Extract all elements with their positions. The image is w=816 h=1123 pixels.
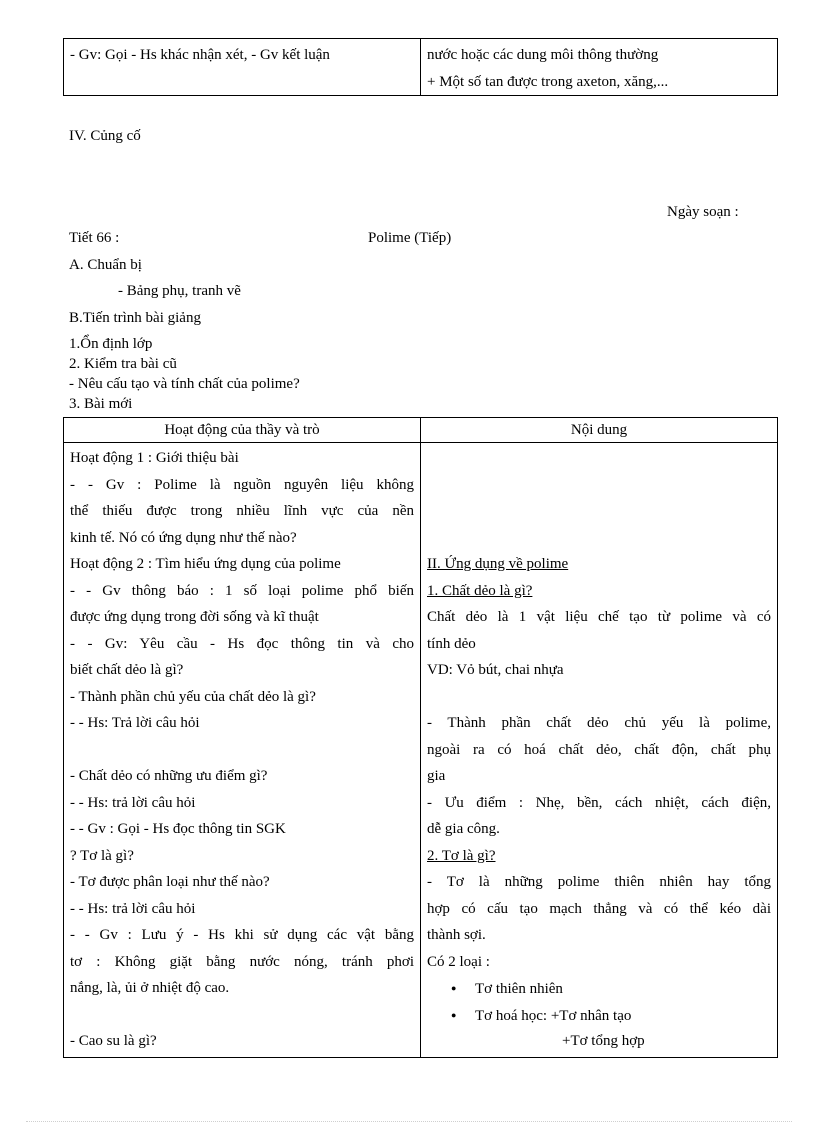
content-line: hợp có cấu tạo mạch thẳng và có thể kéo dài: [427, 900, 771, 917]
activity-line: [70, 737, 414, 764]
top-left-text: - Gv: Gọi - Hs khác nhận xét, - Gv kết luận: [70, 47, 330, 63]
header-activities: Hoạt động của thầy và trò: [64, 418, 421, 443]
activity-line: - Cao su là gì?: [70, 1033, 157, 1049]
top-right-line-1: nước hoặc các dung môi thông thường: [427, 47, 659, 63]
subsection-fiber-title: 2. Tơ là gì?: [427, 847, 496, 864]
activity-line: thể thiếu được trong nhiều lĩnh vực của nền: [70, 503, 414, 519]
content-line: thành sợi.: [427, 927, 486, 943]
activity-line: - - Gv : Gọi - Hs đọc thông tin SGK: [70, 821, 286, 837]
content-line: VD: Vỏ bút, chai nhựa: [427, 662, 564, 678]
top-right-line-2: + Một số tan được trong axeton, xăng,...: [427, 73, 669, 90]
content-line: gia: [427, 768, 446, 784]
bullet-chemical-fiber: ● Tơ hoá học: +Tơ nhân tạo: [451, 1008, 631, 1024]
lesson-title: Polime (Tiếp): [368, 230, 452, 246]
content-column: [421, 443, 778, 1058]
activity-line: [70, 1002, 414, 1029]
activity-line: - - Hs: trả lời câu hỏi: [70, 900, 196, 917]
content-line: +Tơ tổng hợp: [562, 1033, 645, 1049]
activity-line: tơ : Không giặt bằng nước nóng, tránh phơi: [70, 953, 414, 970]
prep-heading: A. Chuẩn bị: [69, 257, 142, 273]
activities-column: [64, 443, 421, 1058]
prep-item: - Bảng phụ, tranh vẽ: [118, 283, 241, 299]
content-line: Chất dẻo là 1 vật liệu chế tạo từ polime và có: [427, 609, 771, 625]
subsection-plastics-title: 1. Chất dẻo là gì?: [427, 582, 533, 599]
section-title-applications: II. Ứng dụng về polime: [427, 556, 569, 572]
activity-line: Hoạt động 1 : Giới thiệu bài: [70, 450, 239, 466]
date-label: Ngày soạn :: [667, 204, 739, 220]
activity-line: kinh tế. Nó có ứng dụng như thế nào?: [70, 529, 297, 546]
content-line: tính dẻo: [427, 635, 476, 652]
lesson-number: Tiết 66 :: [69, 230, 120, 246]
top-table-left: [64, 39, 421, 96]
activity-line: - - Gv : Polime là nguồn nguyên liệu không: [70, 476, 414, 493]
activity-line: - - Hs: Trả lời câu hỏi: [70, 715, 200, 731]
activity-line: biết chất dẻo là gì?: [70, 662, 184, 678]
activity-line: - Tơ được phân loại như thế nào?: [70, 874, 270, 890]
step-4: 3. Bài mới: [69, 396, 133, 412]
progress-heading: B.Tiến trình bài giảng: [69, 310, 201, 326]
lesson-table: [63, 417, 778, 1058]
activity-line: ? Tơ là gì?: [70, 847, 134, 864]
activity-line: - Chất dẻo có những ưu điểm gì?: [70, 768, 268, 784]
content-line: ngoài ra có hoá chất dẻo, chất độn, chất phụ: [427, 741, 771, 758]
activity-line: - - Gv : Lưu ý - Hs khi sử dụng các vật bằng: [70, 927, 414, 943]
activity-line: - - Gv thông báo : 1 số loại polime phổ biến: [70, 582, 414, 599]
activity-line: - Thành phần chủ yếu của chất dẻo là gì?: [70, 688, 316, 705]
content-line: - Ưu điểm : Nhẹ, bền, cách nhiệt, cách điện,: [427, 794, 771, 811]
activity-line: nắng, là, ủi ở nhiệt độ cao.: [70, 980, 230, 996]
activity-line: được ứng dụng trong đời sống và kĩ thuật: [70, 609, 319, 625]
step-1: 1.Ổn định lớp: [69, 336, 153, 352]
page-bottom-rule: [26, 1121, 792, 1122]
content-line: [427, 684, 771, 711]
step-3: - Nêu cấu tạo và tính chất của polime?: [69, 376, 300, 392]
activity-line: - - Gv: Yêu cầu - Hs đọc thông tin và cho: [70, 635, 414, 652]
top-table: [63, 38, 778, 96]
content-line: dễ gia công.: [427, 821, 500, 837]
top-table-right: [421, 39, 778, 96]
activity-line: Hoạt động 2 : Tìm hiểu ứng dụng của polime: [70, 556, 341, 572]
header-content: Nội dung: [421, 418, 778, 443]
bullet-natural-fiber: ● Tơ thiên nhiên: [451, 981, 563, 997]
activity-line: - - Hs: trả lời câu hỏi: [70, 794, 196, 811]
content-line: Có 2 loại :: [427, 953, 490, 970]
section-iv-heading: IV. Củng cố: [69, 128, 141, 144]
step-2: 2. Kiểm tra bài cũ: [69, 356, 177, 372]
content-line: - Tơ là những polime thiên nhiên hay tổng: [427, 874, 771, 890]
content-line: - Thành phần chất dẻo chủ yếu là polime,: [427, 715, 771, 731]
